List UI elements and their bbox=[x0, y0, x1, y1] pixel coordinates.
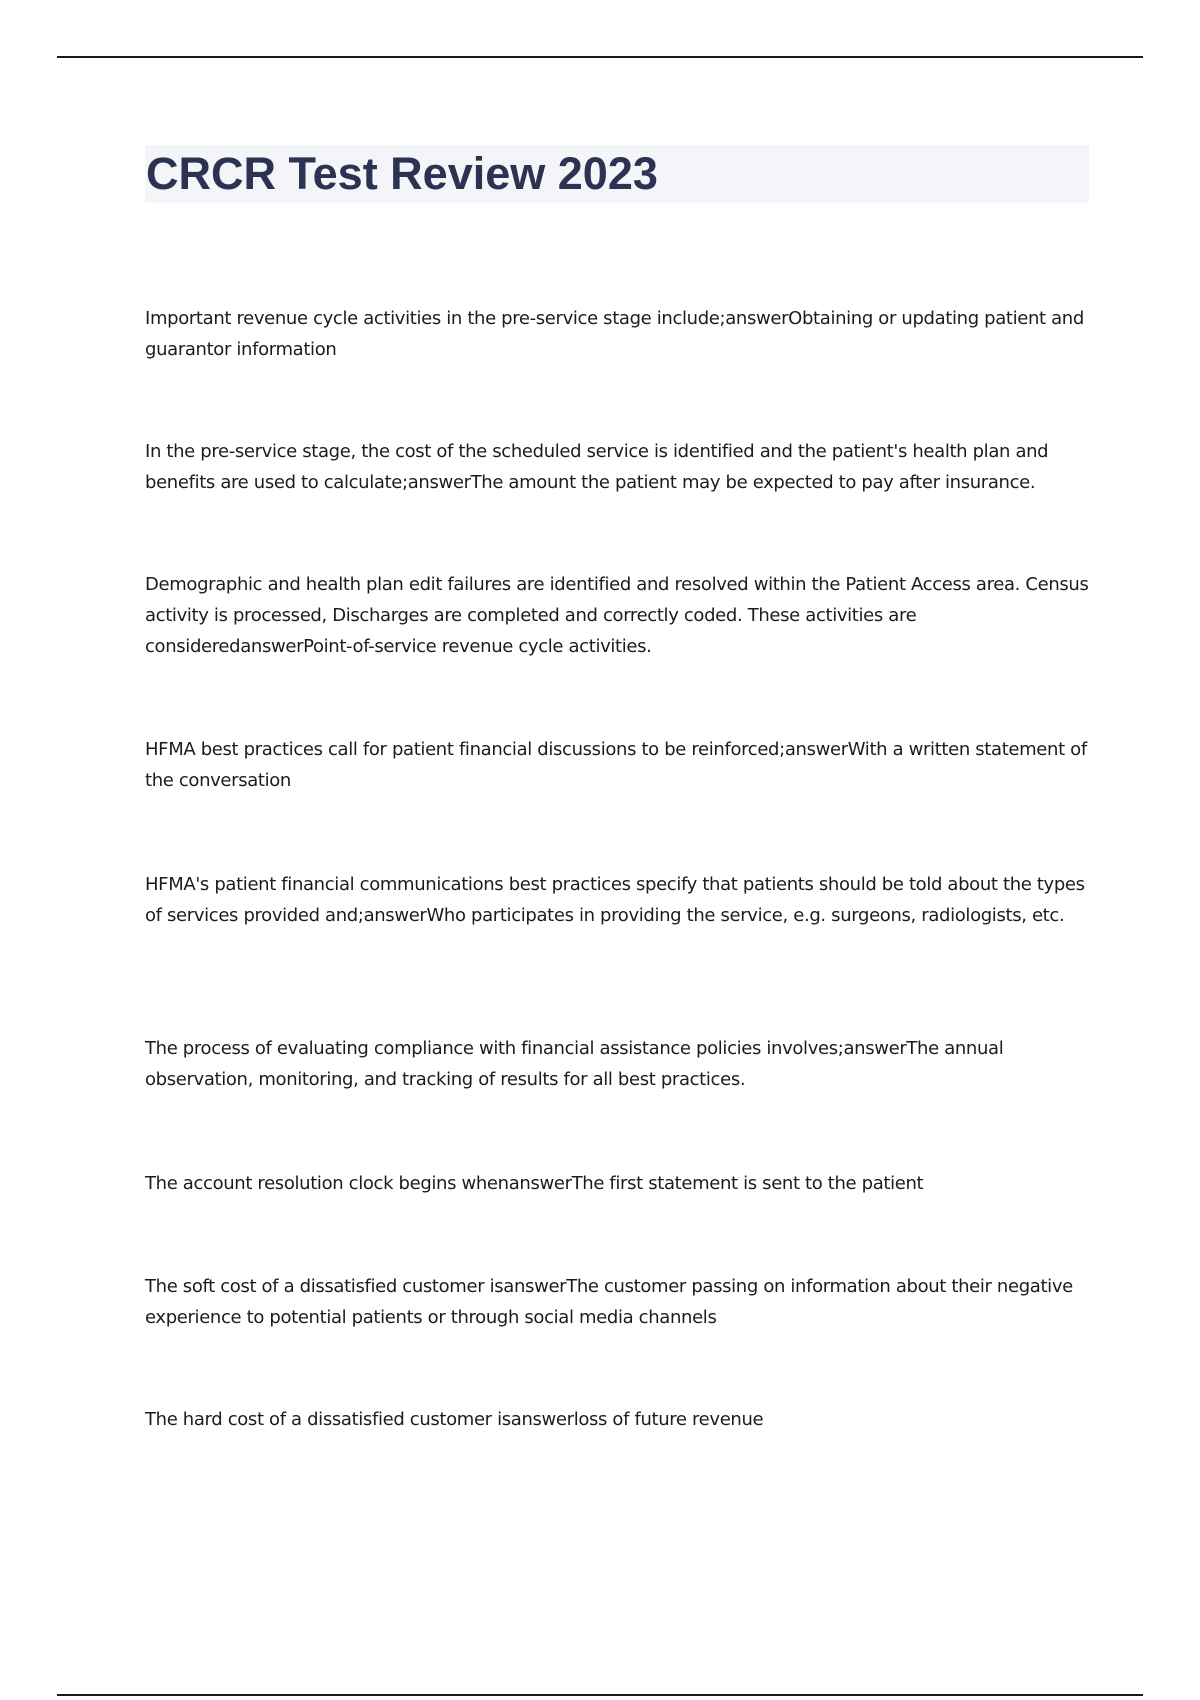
qa-item: The soft cost of a dissatisfied customer isanswerThe customer passing on information about their negative experience to potential patients or through social media channels bbox=[145, 1276, 1073, 1328]
qa-item: In the pre-service stage, the cost of the scheduled service is identified and the patient's health plan and benefits are used to calculate;answerThe amount the patient may be expected to pay after insurance. bbox=[145, 441, 1049, 493]
qa-item: HFMA's patient financial communications best practices specify that patients should be told about the types of services provided and;answerWho participates in providing the service, e.g. surgeons, radiologists, etc. bbox=[145, 874, 1085, 926]
qa-item: HFMA best practices call for patient financial discussions to be reinforced;answerWith a written statement of the conversation bbox=[145, 739, 1087, 791]
footer-rule bbox=[57, 1694, 1143, 1696]
document-title: CRCR Test Review 2023 bbox=[146, 148, 658, 199]
qa-item: Important revenue cycle activities in the pre-service stage include;answerObtaining or updating patient and guarantor information bbox=[145, 308, 1084, 360]
qa-item: Demographic and health plan edit failures are identified and resolved within the Patient Access area. Census activity is processed, Discharges are completed and correctly coded. These activities are consideredanswerPoint-of-service revenue cycle activities. bbox=[145, 574, 1089, 657]
qa-item: The process of evaluating compliance with financial assistance policies involves;answerThe annual observation, monitoring, and tracking of results for all best practices. bbox=[145, 1038, 1004, 1090]
qa-item: The hard cost of a dissatisfied customer isanswerloss of future revenue bbox=[145, 1409, 764, 1430]
header-rule bbox=[57, 56, 1143, 58]
qa-item: The account resolution clock begins whenanswerThe first statement is sent to the patient bbox=[145, 1173, 924, 1194]
